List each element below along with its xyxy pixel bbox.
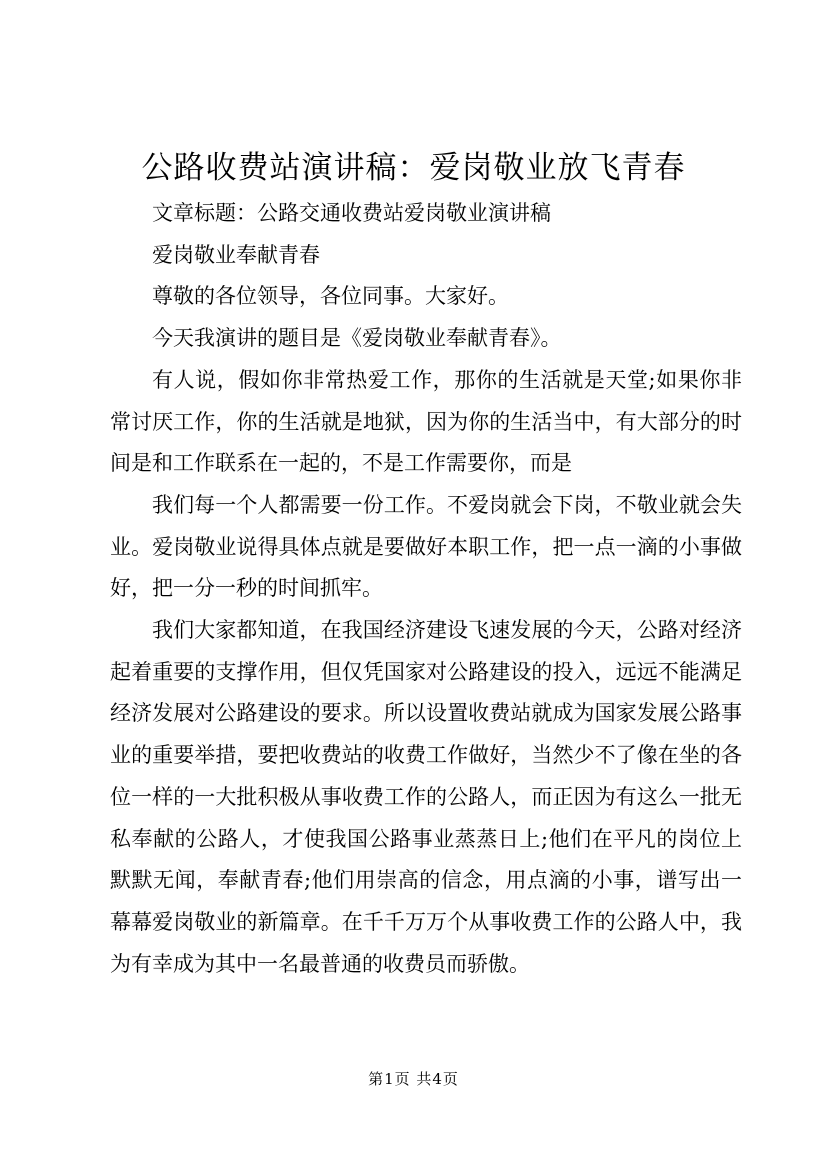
paragraph-topic: 今天我演讲的题目是《爱岗敬业奉献青春》。 [152,326,562,351]
paragraph-speech-title: 爱岗敬业奉献青春 [152,242,320,267]
paragraph-article-title: 文章标题：公路交通收费站爱岗敬业演讲稿 [152,201,551,225]
paragraph-body: 我们大家都知道，在我国经济建设飞速发展的今天，公路对经济起着重要的支撑作用，但仅凭国家对公路建设的投入，远远不能满足经济发展对公路建设的要求。所以设置收费站就成为国家发展公路事业的重要举措，要把收费站的收费工作做好，当然少不了像在坐的各位一样的一大批积极从事收费工作的公路人，而正因为有这么一批无私奉献的公路人，才使我国公路事业蒸蒸日上;他们在平凡的岗位上默默无闻，奉献青春;他们用崇高的信念，用点滴的小事，谱写出一幕幕爱岗敬业的新篇章。在千千万万个从事收费工作的公路人中，我为有幸成为其中一名最普通的收费员而骄傲。 [110,618,742,976]
paragraph-greeting: 尊敬的各位领导，各位同事。大家好。 [152,284,509,309]
paragraph-body: 我们每一个人都需要一份工作。不爱岗就会下岗，不敬业就会失业。爱岗敬业说得具体点就是要做好本职工作，把一点一滴的小事做好，把一分一秒的时间抓牢。 [110,492,742,601]
paragraph-body: 有人说，假如你非常热爱工作，那你的生活就是天堂;如果你非常讨厌工作，你的生活就是地狱，因为你的生活当中，有大部分的时间是和工作联系在一起的，不是工作需要你，而是 [110,367,742,476]
page-footer: 第1页 共4页 [368,1070,459,1088]
document-body [110,193,742,985]
document-title: 公路收费站演讲稿：爱岗敬业放飞青春 [141,150,686,186]
